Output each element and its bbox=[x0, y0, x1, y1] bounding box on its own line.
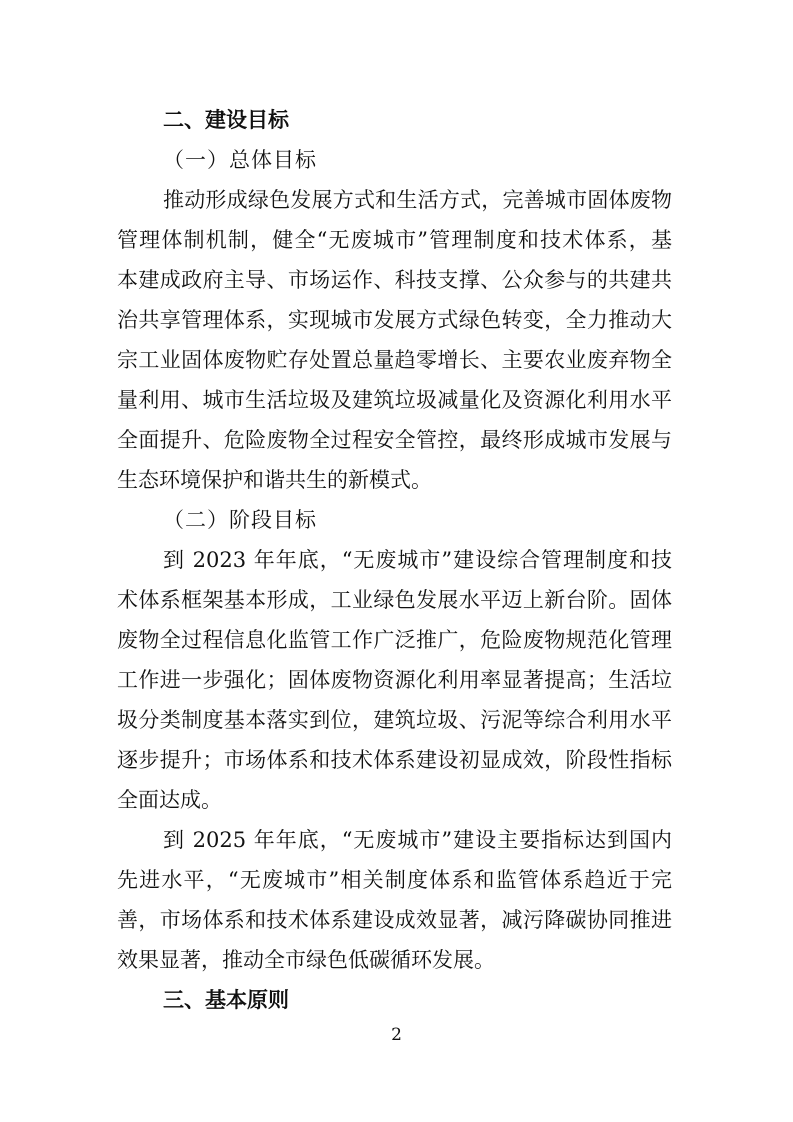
paragraph-goal-2023 bbox=[117, 540, 672, 820]
paragraph-line: 推动形成绿色发展方式和生活方式，完善城市固体废物 bbox=[163, 188, 672, 212]
paragraph-line: 生态环境保护和谐共生的新模式。 bbox=[117, 468, 432, 492]
paragraph-line: 全面提升、危险废物全过程安全管控，最终形成城市发展与 bbox=[117, 428, 672, 452]
page-number: 2 bbox=[391, 1025, 402, 1045]
paragraph-line: 工作进一步强化；固体废物资源化利用率显著提高；生活垃 bbox=[117, 668, 672, 692]
paragraph-line: 宗工业固体废物贮存处置总量趋零增长、主要农业废弃物全 bbox=[117, 348, 672, 372]
paragraph-line: 效果显著，推动全市绿色低碳循环发展。 bbox=[117, 948, 495, 972]
paragraph-line: 到 2025 年年底，“无废城市”建设主要指标达到国内 bbox=[163, 828, 672, 852]
paragraph-line: 逐步提升；市场体系和技术体系建设初显成效，阶段性指标 bbox=[117, 748, 672, 772]
paragraph-line: 量利用、城市生活垃圾及建筑垃圾减量化及资源化利用水平 bbox=[117, 388, 672, 412]
subheading-overall-goal: （一）总体目标 bbox=[163, 148, 317, 172]
paragraph-line: 善，市场体系和技术体系建设成效显著，减污降碳协同推进 bbox=[117, 908, 672, 932]
paragraph-line: 全面达成。 bbox=[117, 788, 222, 812]
paragraph-overall-goal bbox=[117, 180, 672, 500]
subheading-stage-goals: （二）阶段目标 bbox=[163, 508, 317, 532]
paragraph-line: 到 2023 年年底，“无废城市”建设综合管理制度和技 bbox=[163, 548, 672, 572]
paragraph-line: 治共享管理体系，实现城市发展方式绿色转变，全力推动大 bbox=[117, 308, 672, 332]
document-page-body bbox=[117, 100, 672, 1020]
paragraph-line: 圾分类制度基本落实到位，建筑垃圾、污泥等综合利用水平 bbox=[117, 708, 672, 732]
paragraph-line: 先进水平，“无废城市”相关制度体系和监管体系趋近于完 bbox=[117, 868, 672, 892]
paragraph-line: 废物全过程信息化监管工作广泛推广，危险废物规范化管理 bbox=[117, 628, 672, 652]
paragraph-line: 术体系框架基本形成，工业绿色发展水平迈上新台阶。固体 bbox=[117, 588, 672, 612]
section-heading-construction-goals: 二、建设目标 bbox=[163, 107, 289, 132]
paragraph-goal-2025 bbox=[117, 820, 672, 980]
paragraph-line: 本建成政府主导、市场运作、科技支撑、公众参与的共建共 bbox=[117, 268, 672, 292]
paragraph-line: 管理体制机制，健全“无废城市”管理制度和技术体系，基 bbox=[117, 228, 672, 252]
section-heading-basic-principles: 三、基本原则 bbox=[163, 987, 289, 1012]
